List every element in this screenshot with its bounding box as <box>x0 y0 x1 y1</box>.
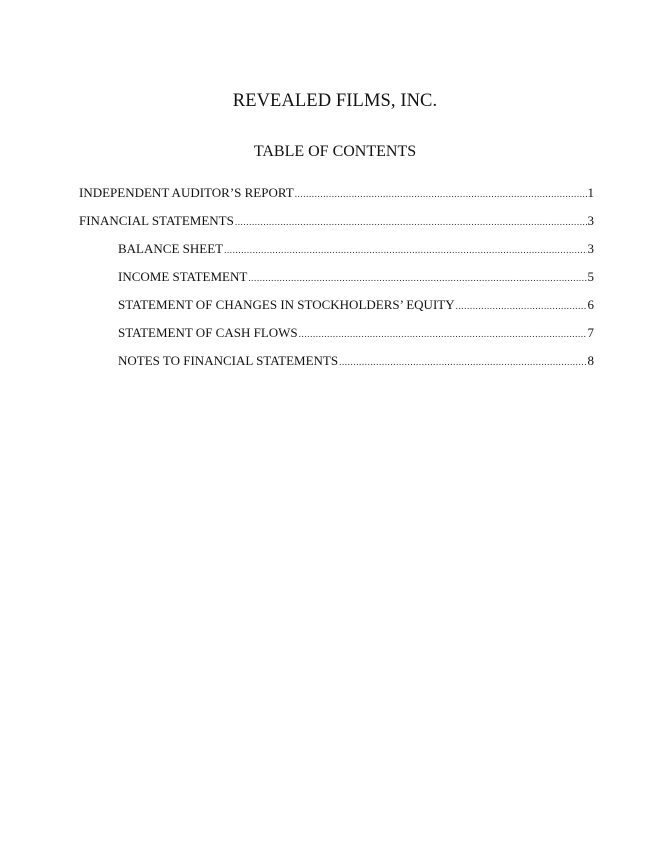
toc-entry-label: STATEMENT OF CHANGES IN STOCKHOLDERS’ EQUITY <box>118 297 455 312</box>
dot-leader <box>295 185 587 203</box>
toc-entry-page-number: 8 <box>587 353 594 368</box>
toc-entry-page-number: 7 <box>587 325 594 340</box>
dot-leader <box>224 241 586 259</box>
toc-entry-income-statement[interactable] <box>118 268 594 286</box>
dot-leader <box>248 269 586 287</box>
toc-entry-label: INDEPENDENT AUDITOR’S REPORT <box>79 185 294 200</box>
dot-leader <box>456 297 587 315</box>
toc-entry-page-number: 1 <box>587 185 594 200</box>
toc-entry-label: NOTES TO FINANCIAL STATEMENTS <box>118 353 339 368</box>
toc-entry-independent-auditors-report[interactable] <box>79 184 594 202</box>
toc-entry-label: STATEMENT OF CASH FLOWS <box>118 325 298 340</box>
toc-entry-financial-statements[interactable] <box>79 212 594 230</box>
toc-entry-statement-of-changes-in-equity[interactable] <box>118 296 594 314</box>
toc-title: TABLE OF CONTENTS <box>253 143 417 160</box>
toc-entry-balance-sheet[interactable] <box>118 240 594 258</box>
dot-leader <box>235 213 587 231</box>
toc-entry-label: INCOME STATEMENT <box>118 269 248 284</box>
toc-entry-page-number: 3 <box>587 241 594 256</box>
toc-entry-label: FINANCIAL STATEMENTS <box>79 213 234 228</box>
dot-leader <box>339 353 586 371</box>
toc-entry-page-number: 3 <box>587 213 594 228</box>
toc-entry-statement-of-cash-flows[interactable] <box>118 324 594 342</box>
toc-entry-page-number: 6 <box>587 297 594 312</box>
dot-leader <box>299 325 587 343</box>
toc-entry-notes-to-financial-statements[interactable] <box>118 352 594 370</box>
toc-entry-page-number: 5 <box>587 269 594 284</box>
toc-entry-label: BALANCE SHEET <box>118 241 224 256</box>
company-name: REVEALED FILMS, INC. <box>232 91 438 111</box>
